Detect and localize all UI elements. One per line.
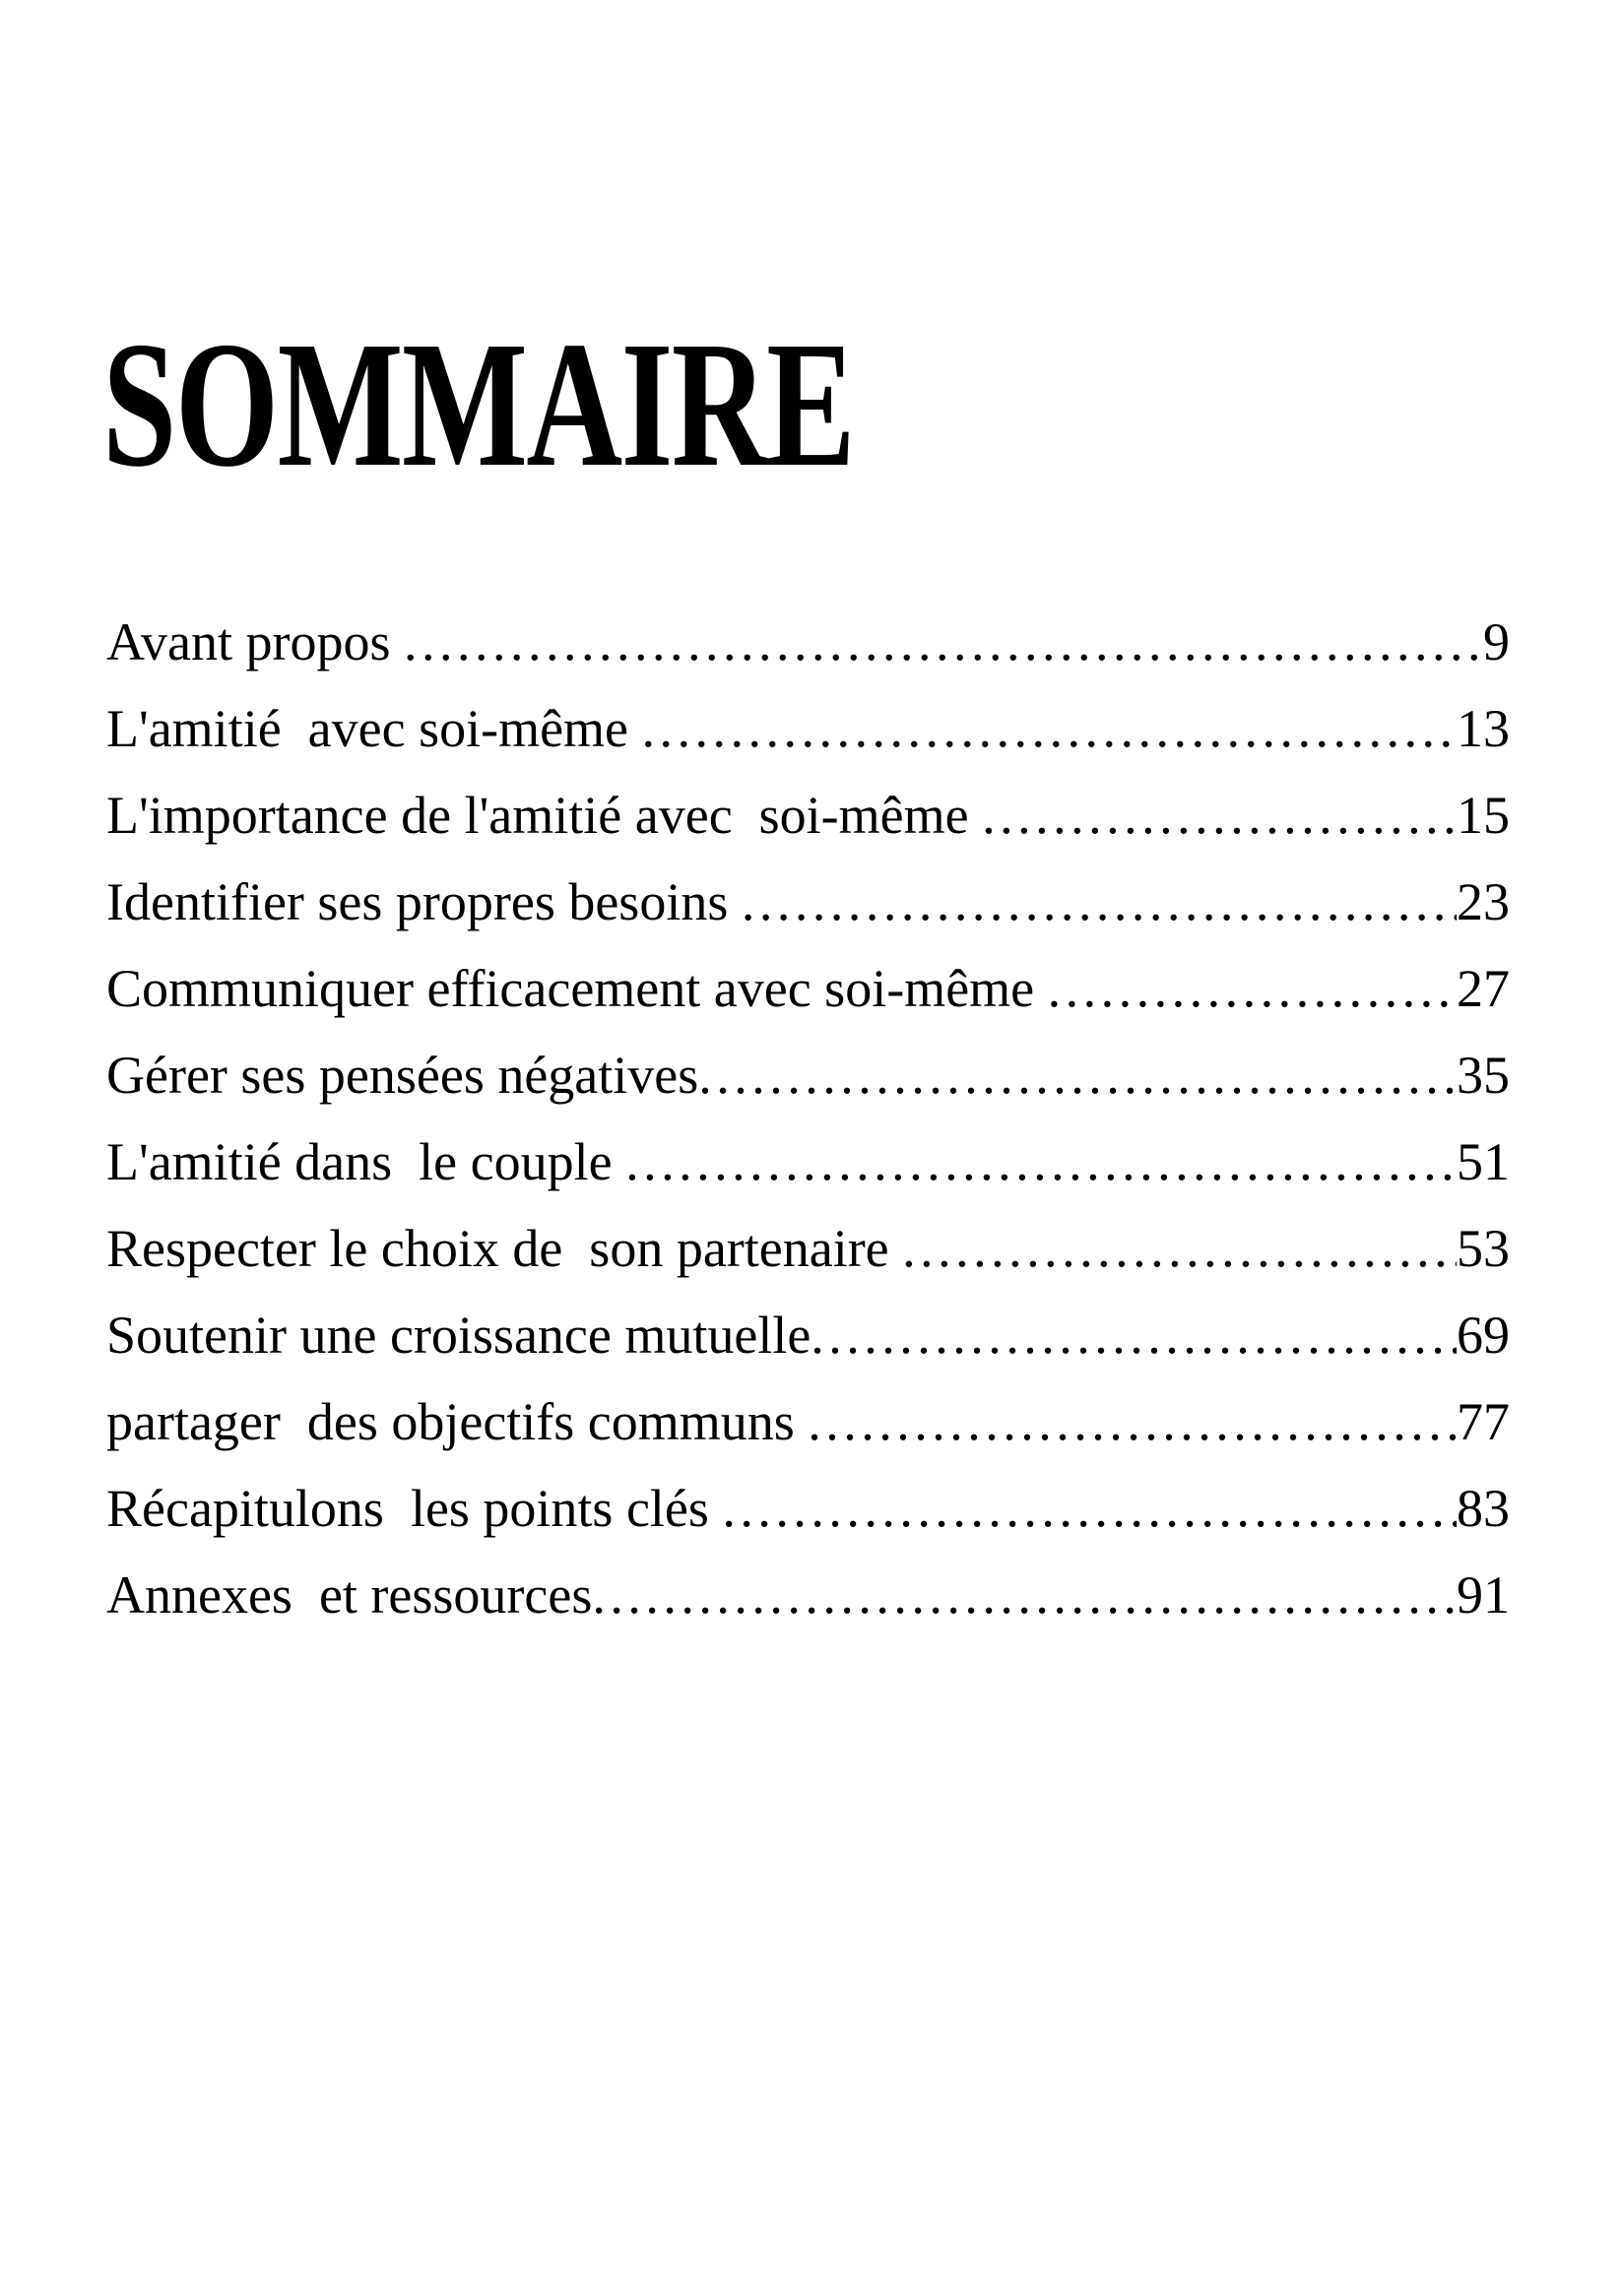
toc-entry-label: partager des objectifs communs: [106, 1392, 809, 1451]
toc-dot-leader: [902, 1205, 1457, 1292]
toc-row: [106, 1205, 1510, 1292]
toc-row: [106, 1552, 1510, 1638]
toc-row: [106, 945, 1510, 1032]
toc-page-number: 13: [1457, 699, 1510, 758]
toc-dot-leader: [808, 1378, 1457, 1465]
toc-dot-leader: [404, 599, 1483, 685]
toc-dot-leader: [1048, 945, 1457, 1032]
toc-dot-leader: [722, 1465, 1457, 1552]
toc-row: [106, 1378, 1510, 1465]
toc-dot-leader: [642, 685, 1457, 772]
toc-row: [106, 685, 1510, 772]
toc-entry-label: L'amitié avec soi-même: [106, 699, 642, 758]
toc-page-number: 27: [1457, 959, 1510, 1018]
toc-entry-label: Gérer ses pensées négatives: [106, 1046, 699, 1105]
toc-entry-label: L'amitié dans le couple: [106, 1132, 626, 1191]
toc-dot-leader: [742, 859, 1457, 945]
toc-row: [106, 772, 1510, 859]
toc-entry-label: Avant propos: [106, 612, 404, 671]
toc-row: [106, 1032, 1510, 1118]
toc-entry-label: Annexes et ressources: [106, 1565, 593, 1625]
toc-entry-label: Soutenir une croissance mutuelle: [106, 1306, 812, 1365]
toc-page-number: 77: [1457, 1392, 1510, 1451]
toc-page-number: 83: [1457, 1479, 1510, 1538]
toc-row: [106, 1118, 1510, 1205]
toc-page-number: 51: [1457, 1132, 1510, 1191]
toc-row: [106, 1465, 1510, 1552]
toc-entry-label: L'importance de l'amitié avec soi-même: [106, 786, 983, 845]
page-title: SOMMAIRE: [102, 303, 855, 504]
toc-dot-leader: [625, 1118, 1457, 1205]
toc-dot-leader: [698, 1032, 1457, 1118]
toc-list: [106, 599, 1510, 1638]
toc-page-number: 53: [1457, 1219, 1510, 1278]
toc-dot-leader: [592, 1552, 1457, 1638]
toc-row: [106, 1292, 1510, 1378]
toc-entry-label: Identifier ses propres besoins: [106, 872, 742, 931]
toc-entry-label: Respecter le choix de son partenaire: [106, 1219, 903, 1278]
toc-page-number: 23: [1457, 872, 1510, 931]
toc-page-number: 91: [1457, 1565, 1510, 1625]
toc-dot-leader: [811, 1292, 1457, 1378]
toc-entry-label: Récapitulons les points clés: [106, 1479, 723, 1538]
toc-page-number: 15: [1457, 786, 1510, 845]
toc-page-number: 35: [1457, 1046, 1510, 1105]
toc-row: [106, 859, 1510, 945]
toc-entry-label: Communiquer efficacement avec soi-même: [106, 959, 1048, 1018]
toc-page-number: 69: [1457, 1306, 1510, 1365]
toc-row: [106, 599, 1510, 685]
toc-dot-leader: [982, 772, 1457, 859]
toc-page-number: 9: [1483, 612, 1510, 671]
